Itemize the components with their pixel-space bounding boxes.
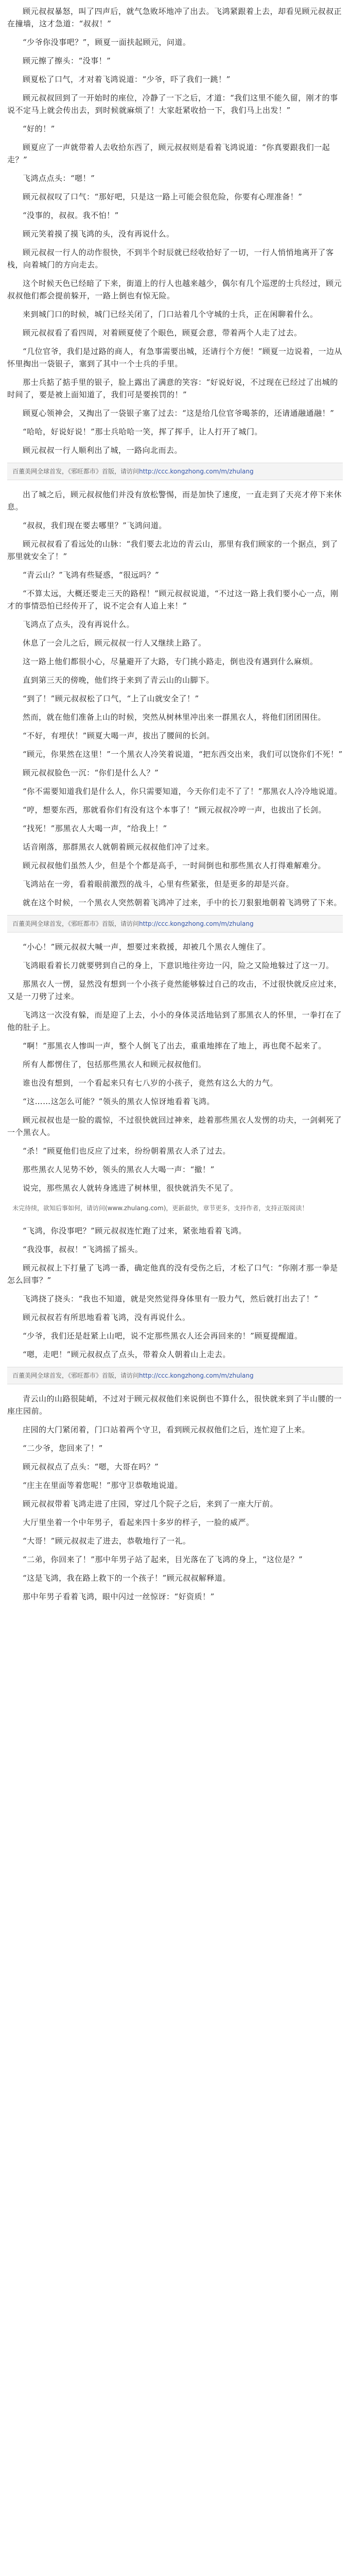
paragraph: “嗯，走吧！”顾元叔叔点了点头，带着众人朝着山上走去。 xyxy=(23,1350,231,1359)
promo-link[interactable]: http://ccc.kongzhong.com/m/zhulang xyxy=(139,468,254,475)
paragraph: “你不需要知道我们是什么人，你只需要知道，今天你们走不了了！”那黑衣人冷冷地说道。 xyxy=(23,787,342,796)
text-section xyxy=(7,246,343,456)
promo-bar xyxy=(7,463,343,480)
paragraph: 这一路上他们都很小心，尽量避开了大路，专门挑小路走，倒也没有遇到什么麻烦。 xyxy=(23,657,318,666)
paragraph: “顾元，你果然在这里！”一个黑衣人冷笑着说道，“把东西交出来，我们可以饶你们不死！” xyxy=(23,750,343,759)
promo-link[interactable]: http://ccc.kongzhong.com/m/zhulang xyxy=(139,920,254,927)
paragraph: 飞鸿挠了挠头：“我也不知道，就是突然觉得身体里有一股力气，然后就打出去了！” xyxy=(23,1294,319,1303)
paragraph: 飞鸿眼看着长刀就要劈到自己的身上，下意识地往旁边一闪，险之又险地躲过了这一刀。 xyxy=(23,961,334,970)
paragraph: “二少爷，您回来了！” xyxy=(23,1444,103,1453)
paragraph: “少爷，我们还是赶紧上山吧，说不定那些黑衣人还会再回来的！”顾夏提醒道。 xyxy=(23,1331,303,1341)
promo-text: 百董美网全球首发，《邪旺都市》首版，请访问 xyxy=(12,920,139,927)
paragraph: 说完，那些黑衣人就转身逃进了树林里，很快就消失不见了。 xyxy=(23,1183,238,1193)
paragraph: 顾元叔叔带着飞鸿走进了庄园，穿过几个院子之后，来到了一座大厅前。 xyxy=(23,1499,278,1509)
paragraph: 大厅里坐着一个中年男子，看起来四十多岁的样子，一脸的威严。 xyxy=(23,1518,254,1527)
paragraph: 出了城之后，顾元叔叔他们并没有放松警惕，而是加快了速度，一直走到了天亮才停下来休息。 xyxy=(7,490,342,512)
text-section xyxy=(7,488,343,742)
paragraph: “叔叔，我们现在要去哪里？”飞鸿问道。 xyxy=(23,521,167,530)
paragraph: 顾元叔叔一行人的动作很快，不到半个时辰就已经收拾好了一切，一行人悄悄地离开了客栈，向着城门的方向走去。 xyxy=(7,248,334,269)
paragraph: “小心！”顾元叔叔大喊一声，想要过来救援，却被几个黑衣人缠住了。 xyxy=(23,942,271,952)
paragraph: 顾夏应了一声就带着人去收拾东西了，顾元叔叔则是看着飞鸿说道：“你真要跟我们一起走？” xyxy=(7,143,330,164)
paragraph: 顾元擦了擦头：“没事！” xyxy=(23,56,111,65)
paragraph: 就在这个时候，一个黑衣人突然朝着飞鸿冲了过来，手中的长刀狠狠地朝着飞鸿劈了下来。 xyxy=(23,898,342,907)
paragraph: 那中年男子看着飞鸿，眼中闪过一丝惊讶：“好资质！” xyxy=(23,1592,215,1601)
text-section xyxy=(7,5,343,240)
paragraph: 顾元叔叔点了点头：“嗯，大哥在吗？” xyxy=(23,1462,159,1471)
paragraph: 青云山的山路很陡峭，不过对于顾元叔叔他们来说倒也不算什么，很快就来到了半山腰的一座庄园前。 xyxy=(7,1394,342,1416)
paragraph: 顾元叔叔暴怒，叫了四声后，就气急败坏地冲了出去。飞鸿紧跟着上去，却看见顾元叔叔正在撞墙，这才急道：“叔叔！” xyxy=(7,7,342,28)
paragraph: 那些黑衣人见势不妙，领头的黑衣人大喝一声：“撤！” xyxy=(23,1165,215,1174)
paragraph: “没事的，叔叔。我不怕！” xyxy=(23,211,119,220)
paragraph: 顾元叔叔若有所思地看着飞鸿，没有再说什么。 xyxy=(23,1313,190,1322)
text-section xyxy=(7,941,343,1194)
paragraph: 话音刚落，那群黑衣人就朝着顾元叔叔他们冲了过来。 xyxy=(23,842,215,852)
paragraph: “我没事，叔叔！”飞鸿摇了摇头。 xyxy=(23,1245,143,1254)
paragraph: “青云山？”飞鸿有些疑惑，“很远吗？” xyxy=(23,570,160,580)
paragraph: “飞鸿，你没事吧？”顾元叔叔连忙跑了过来，紧张地看着飞鸿。 xyxy=(23,1226,247,1235)
paragraph: “庄主在里面等着您呢！”那守卫恭敬地说道。 xyxy=(23,1481,183,1490)
paragraph: 顾元叔叔回到了一开始时的座位，冷静了一下之后，才道：“我们这里不能久留，刚才的事说不定马上就会传出去，到时候就麻烦了！大家赶紧收拾一下，我们马上出发！” xyxy=(7,93,338,115)
paragraph: 然而，就在他们准备上山的时候，突然从树林里冲出来一群黑衣人，将他们团团围住。 xyxy=(23,713,326,722)
text-section xyxy=(7,1393,343,1603)
paragraph: 那士兵掂了掂手里的银子，脸上露出了满意的笑容：“好说好说，不过现在已经过了出城的时间了，要是被上面知道了，我们可是要挨罚的！” xyxy=(7,378,338,399)
paragraph: 飞鸿站在一旁，看着眼前激烈的战斗，心里有些紧张，但是更多的却是兴奋。 xyxy=(23,879,294,889)
paragraph: 庄园的大门紧闭着，门口站着两个守卫，看到顾元叔叔他们之后，连忙迎了上来。 xyxy=(23,1425,310,1434)
paragraph: 所有人都愣住了，包括那些黑衣人和顾元叔叔他们。 xyxy=(23,1060,206,1069)
paragraph: 谁也没有想到，一个看起来只有七八岁的小孩子，竟然有这么大的力气。 xyxy=(23,1078,278,1088)
paragraph: “啊！”那黑衣人惨叫一声，整个人倒飞了出去，重重地摔在了地上，再也爬不起来了。 xyxy=(23,1041,326,1050)
promo-bar xyxy=(7,915,343,933)
paragraph: 顾夏心领神会，又掏出了一袋银子塞了过去：“这是给几位官爷喝茶的，还请通融通融！” xyxy=(23,409,335,418)
paragraph: 顾元叔叔看了看四周，对着顾夏使了个眼色，顾夏会意，带着两个人走了过去。 xyxy=(23,328,302,337)
paragraph: 这个时候天色已经暗了下来，街道上的行人也越来越少，偶尔有几个巡逻的士兵经过，顾元叔叔他们都会提前躲开，一路上倒也有惊无险。 xyxy=(7,279,342,300)
promo-bar xyxy=(7,1367,343,1384)
text-section xyxy=(7,748,343,909)
paragraph: 飞鸿点了点头，没有再说什么。 xyxy=(23,620,135,629)
paragraph: “不好，有埋伏！”顾夏大喝一声，拔出了腰间的长剑。 xyxy=(23,731,215,740)
paragraph: “杀！”顾夏他们也反应了过来，纷纷朝着黑衣人杀了过去。 xyxy=(23,1146,231,1156)
promo-link[interactable]: http://ccc.kongzhong.com/m/zhulang xyxy=(139,1372,254,1379)
paragraph: 顾元叔叔脸色一沉：“你们是什么人？” xyxy=(23,768,159,777)
paragraph: 飞鸿这一次没有躲，而是迎了上去，小小的身体灵活地钻到了那黑衣人的怀里，一拳打在了他的肚子上。 xyxy=(7,1010,342,1032)
paragraph: “找死！”那黑衣人大喝一声，“给我上！” xyxy=(23,824,167,833)
paragraph: “到了！”顾元叔叔松了口气，“上了山就安全了！” xyxy=(23,694,199,703)
paragraph: “这……这怎么可能？”领头的黑衣人惊讶地看着飞鸿。 xyxy=(23,1097,215,1106)
paragraph: “哼，想要东西，那就看你们有没有这个本事了！”顾元叔叔冷哼一声，也拔出了长剑。 xyxy=(23,805,326,815)
continue-notice: 未完待续，欲知后事如何，请访问(www.zhulang.com)，更新最快，章节更多，支持作者，支持正版阅读！ xyxy=(12,1205,308,1212)
paragraph: 顾元叔叔看了看远处的山脉：“我们要去北边的青云山，那里有我们顾家的一个据点，到了那里就安全了！” xyxy=(7,539,338,561)
paragraph: “不算太远，大概还要走三天的路程！”顾元叔叔说道，“不过这一路上我们要小心一点，刚才的事情恐怕已经传开了，说不定会有人追上来！” xyxy=(7,589,339,611)
paragraph: “二弟，你回来了！”那中年男子站了起来，目光落在了飞鸿的身上，“这位是？” xyxy=(23,1555,303,1564)
chapter-content xyxy=(7,5,343,1603)
paragraph: 飞鸿点点头：“嗯！” xyxy=(23,174,95,183)
paragraph: 顾元叔叔也是一脸的震惊，不过很快就回过神来，趁着那些黑衣人发愣的功夫，一剑刺死了一个黑衣人。 xyxy=(7,1115,342,1137)
paragraph: “好的！” xyxy=(23,124,55,133)
promo-text: 百董美网全球首发，《邪旺都市》首版，请访问 xyxy=(12,1372,139,1379)
paragraph: “少爷你没事吧？”，顾夏一面扶起顾元，问道。 xyxy=(23,38,191,47)
paragraph: “哈哈，好说好说！”那士兵哈哈一笑，挥了挥手，让人打开了城门。 xyxy=(23,427,262,436)
paragraph: “大哥！”顾元叔叔走了进去，恭敬地行了一礼。 xyxy=(23,1536,191,1546)
paragraph: 休息了一会儿之后，顾元叔叔一行人又继续上路了。 xyxy=(23,638,206,648)
promo-text: 百董美网全球首发，《邪旺都市》首版，请访问 xyxy=(12,468,139,475)
paragraph: “这是飞鸿，我在路上救下的一个孩子！”顾元叔叔解释道。 xyxy=(23,1573,231,1583)
paragraph: 直到第三天的傍晚，他们终于来到了青云山的山脚下。 xyxy=(23,675,215,685)
paragraph: 那黑衣人一愣，显然没有想到一个小孩子竟然能够躲过自己的攻击，不过很快就反应过来，又是一刀劈了过来。 xyxy=(7,979,342,1001)
paragraph: 顾元叔叔他们虽然人少，但是个个都是高手，一时间倒也和那些黑衣人打得难解难分。 xyxy=(23,861,326,870)
paragraph: 顾夏松了口气，才对着飞鸿说道：“少爷，吓了我们一跳！” xyxy=(23,75,231,84)
paragraph: 顾元笑着摸了摸飞鸿的头，没有再说什么。 xyxy=(23,229,174,239)
paragraph: 来到城门口的时候，城门已经关闭了，门口站着几个守城的士兵，正在闲聊着什么。 xyxy=(23,310,318,319)
paragraph: 顾元叔叔一行人顺利出了城，一路向北而去。 xyxy=(23,446,183,455)
text-section xyxy=(7,1225,343,1361)
paragraph: 顾元叔叔叹了口气：“那好吧，只是这一路上可能会很危险，你要有心理准备！” xyxy=(23,192,303,201)
paragraph: 顾元叔叔上下打量了飞鸿一番，确定他真的没有受伤之后，才松了口气：“你刚才那一拳是怎么回事？” xyxy=(7,1263,338,1285)
paragraph: “几位官爷，我们是过路的商人，有急事需要出城，还请行个方便！”顾夏一边说着，一边从怀里掏出一袋银子，塞到了其中一个士兵的手里。 xyxy=(7,347,342,368)
